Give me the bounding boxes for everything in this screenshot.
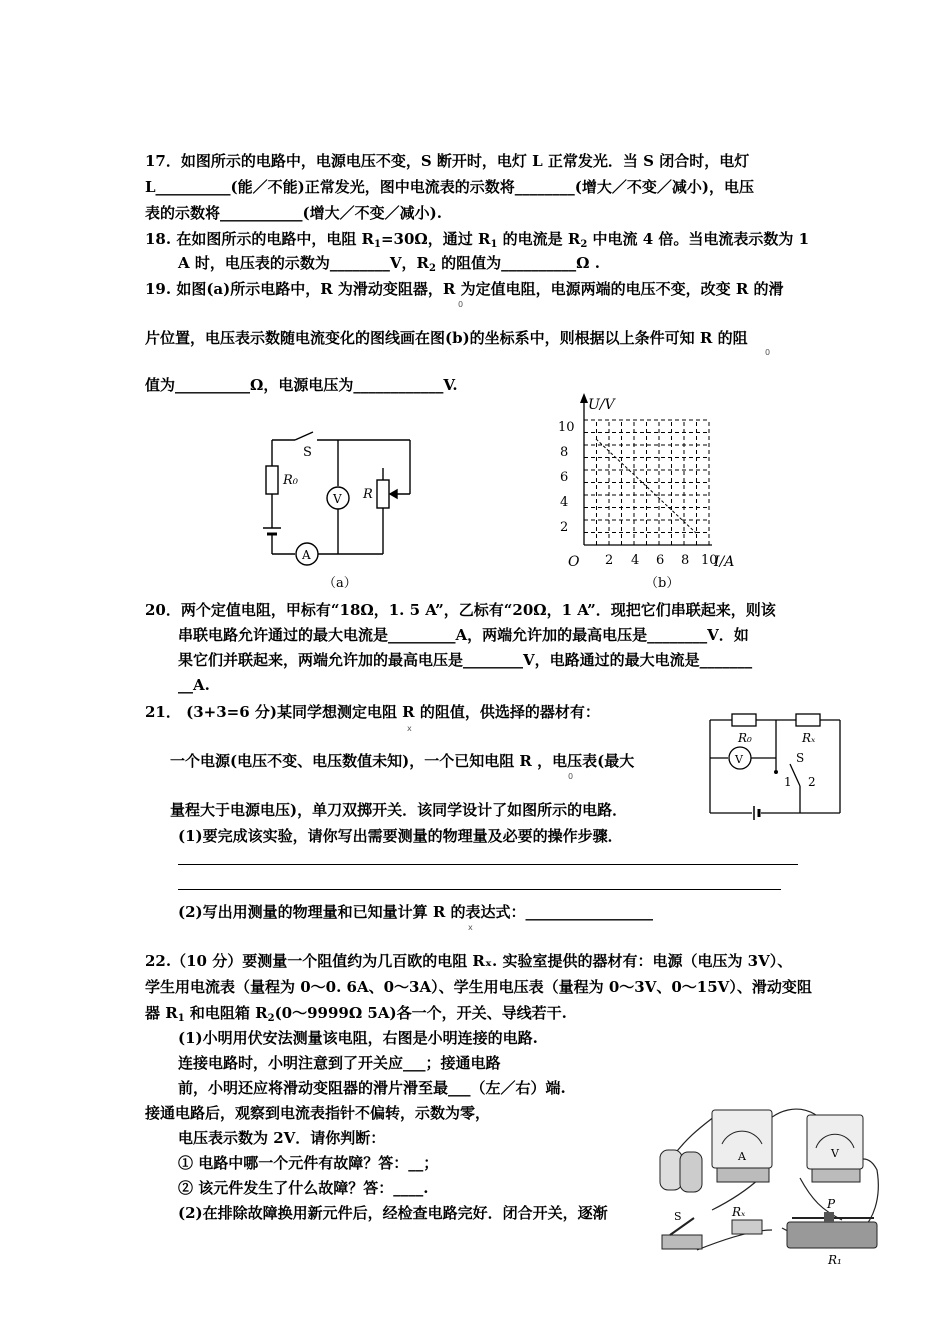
graph-x-label: I/A	[714, 554, 735, 570]
y-tick-2: 2	[560, 520, 569, 535]
fig-a-r0-label: R₀	[283, 473, 298, 488]
q22-line7: 接通电路后，观察到电流表指针不偏转，示数为零，	[145, 1104, 491, 1122]
photo-p-label: P	[827, 1197, 836, 1211]
y-tick-10: 10	[558, 420, 575, 435]
fig-a-switch-label: S	[303, 445, 312, 460]
photo-switch-label: S	[674, 1210, 682, 1223]
circuit-diagram-a	[255, 418, 425, 568]
q19-line3: 值为__________Ω，电源电压为____________V.	[145, 376, 458, 394]
q22-line3: 器 $R_1$ 和电阻箱 $R_2(0\sim 9999\Omega$ 5A)各一个，开关、导线若干.	[145, 1004, 567, 1024]
q17-line3: 表的示数将___________(增大／不变／减小).	[145, 204, 442, 222]
q21-line5: (2)写出用测量的物理量和已知量计算 R 的表达式：_________________	[178, 903, 654, 921]
fig21-rx-label: Rₓ	[802, 731, 816, 745]
q20-line4: __A.	[178, 676, 210, 694]
x-tick-10: 10	[701, 553, 718, 568]
x-tick-2: 2	[605, 553, 614, 568]
q18-line2: A 时，电压表的示数为________V，$R_2$ 的阻值为__________Ω .	[178, 254, 600, 274]
x-tick-6: 6	[656, 553, 665, 568]
q22-line11: (2)在排除故障换用新元件后，经检查电路完好．闭合开关，逐渐	[178, 1204, 608, 1222]
q17-line2: L__________(能／不能)正常发光，图中电流表的示数将________(增大／不变／减小)，电压	[145, 178, 754, 196]
circuit-diagram-21	[700, 708, 850, 833]
graph-y-label: U/V	[588, 397, 615, 413]
x-tick-4: 4	[631, 553, 640, 568]
answer-line-2[interactable]	[178, 889, 781, 890]
rheostat	[787, 1222, 877, 1248]
q20-line3: 果它们并联起来，两端允许加的最高电压是________V，电路通过的最大电流是_______	[178, 651, 753, 669]
q22-line5: 连接电路时，小明注意到了开关应___；接通电路	[178, 1054, 501, 1072]
q21-subx-b: x	[468, 923, 473, 932]
q22-line9: ① 电路中哪一个元件有故障？答：__；	[178, 1154, 439, 1172]
photo-voltmeter-label: V	[831, 1147, 839, 1160]
fig-a-voltmeter-label: V	[333, 492, 342, 506]
apparatus-illustration	[652, 1100, 887, 1270]
q21-line3: 量程大于电源电压)，单刀双掷开关．该同学设计了如图所示的电路．	[170, 801, 628, 819]
fig-a-r-label: R	[363, 487, 373, 502]
q21-subx-a: x	[407, 724, 412, 733]
q22-line6: 前，小明还应将滑动变阻器的滑片滑至最___（左／右）端.	[178, 1079, 566, 1097]
q22-line4: (1)小明用伏安法测量该电阻，右图是小明连接的电路.	[178, 1029, 538, 1047]
battery-1	[660, 1150, 682, 1190]
fig-b-caption: （b）	[645, 576, 680, 591]
q22-line8: 电压表示数为 2V．请你判断：	[178, 1129, 386, 1147]
fig21-terminal-2: 2	[808, 775, 816, 789]
fig-a-ammeter-label: A	[302, 548, 311, 562]
resistor-rx	[732, 1220, 762, 1234]
voltmeter	[807, 1115, 863, 1169]
q21-line1: 21． (3+3=6 分)某同学想测定电阻 R 的阻值，供选择的器材有：	[145, 703, 600, 721]
q21-sub0: 0	[568, 772, 574, 781]
y-tick-8: 8	[560, 445, 569, 460]
fig21-switch-label: S	[796, 751, 805, 765]
q22-line2: 学生用电流表（量程为 0～0. 6A、0～3A）、学生用电压表（量程为 0～3V、0～15V）、滑动变阻	[145, 978, 812, 996]
q21-line4: (1)要完成该实验，请你写出需要测量的物理量及必要的操作步骤．	[178, 827, 623, 845]
answer-line-1[interactable]	[178, 864, 798, 865]
q21-line2: 一个电源(电压不变、电压数值未知)，一个已知电阻 R ，电压表(最大	[170, 752, 635, 770]
q20-line1: 20．两个定值电阻，甲标有“18Ω，1. 5 A”，乙标有“20Ω，1 A”．现把它们串联起来，则该	[145, 601, 776, 619]
battery-2	[680, 1152, 702, 1192]
photo-ammeter-label: A	[738, 1150, 746, 1163]
graph-origin: O	[568, 554, 580, 570]
fig21-voltmeter-label: V	[735, 753, 743, 766]
y-tick-4: 4	[560, 495, 569, 510]
photo-r1-label: R₁	[828, 1253, 842, 1267]
q19-line1: 19. 如图(a)所示电路中，R 为滑动变阻器，R 为定值电阻，电源两端的电压不变，改变 R 的滑	[145, 280, 784, 298]
fig21-r0-label: R₀	[738, 731, 752, 745]
q19-line2: 片位置，电压表示数随电流变化的图线画在图(b)的坐标系中，则根据以上条件可知 R 的阻	[145, 329, 748, 347]
switch	[662, 1235, 702, 1249]
fig21-terminal-1: 1	[784, 775, 792, 789]
photo-rx-label: Rₓ	[732, 1205, 746, 1219]
graph-b	[560, 393, 800, 573]
q22-line10: ② 该元件发生了什么故障？答：____.	[178, 1179, 429, 1197]
x-tick-8: 8	[681, 553, 690, 568]
fig-a-caption: （a）	[323, 576, 357, 591]
q18-line1: 18. 在如图所示的电路中，电阻 $R_1=30\Omega$，通过 $R_1$ 的电流是 $R_2$ 中电流 4 倍。当电流表示数为 1	[145, 230, 810, 250]
q22-line1: 22.（10 分）要测量一个阻值约为几百欧的电阻 Rₓ. 实验室提供的器材有：电源（电压为 3V）、	[145, 952, 793, 970]
q19-sub0-b: 0	[765, 348, 771, 357]
q20-line2: 串联电路允许通过的最大电流是_________A，两端允许加的最高电压是________V．如	[178, 626, 749, 644]
q19-sub0-a: 0	[458, 300, 464, 309]
q17-line1: 17．如图所示的电路中，电源电压不变，S 断开时，电灯 L 正常发光．当 S 闭合时，电灯	[145, 152, 750, 170]
y-tick-6: 6	[560, 470, 569, 485]
